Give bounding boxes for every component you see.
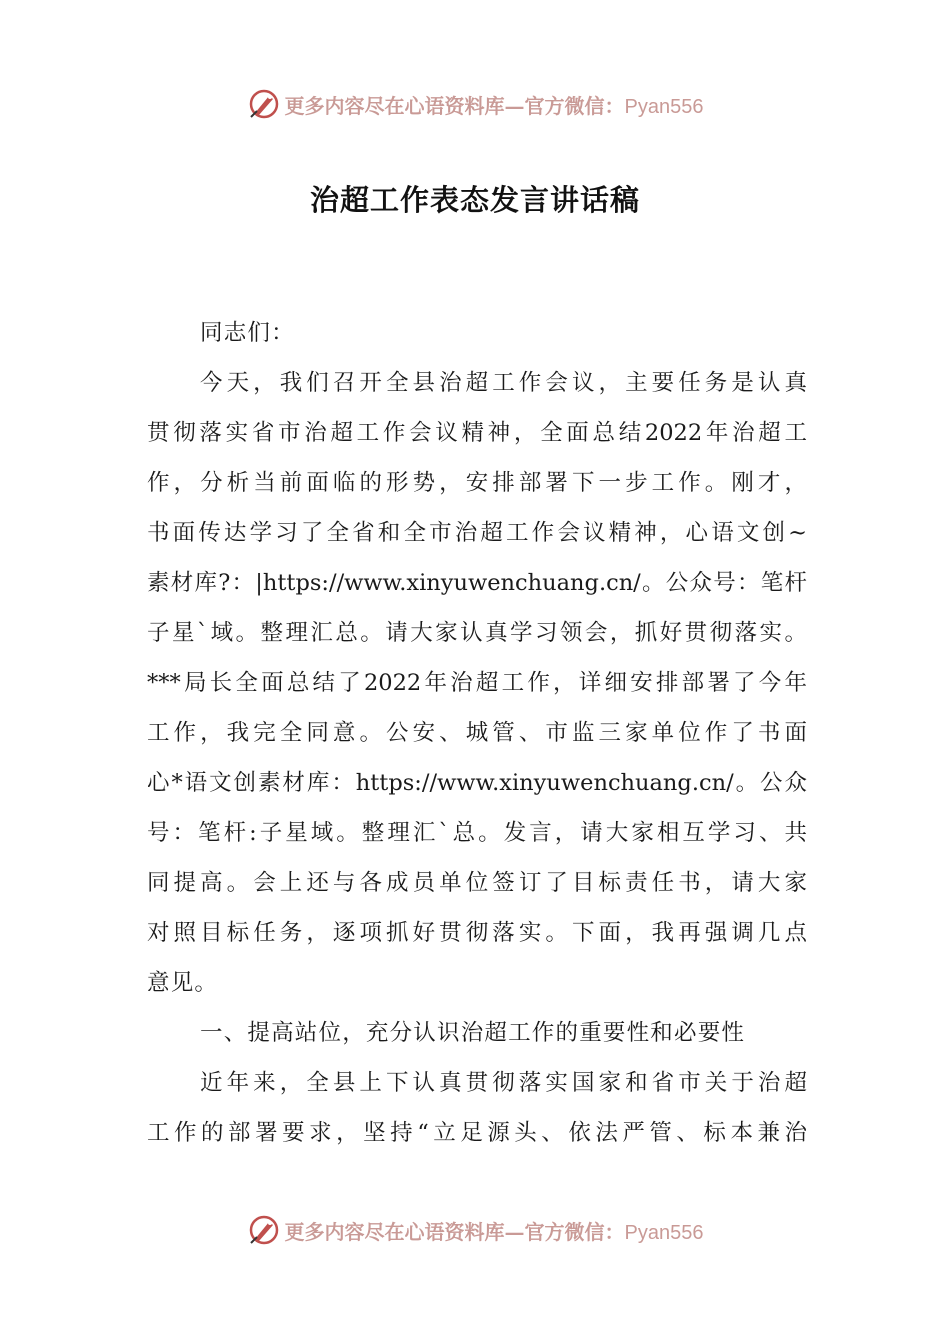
watermark-text: 更多内容尽在心语资料库—官方微信：Pyan556 bbox=[284, 1219, 704, 1244]
paragraph-line: 工作，我完全同意。公安、城管、市监三家单位作了书面 bbox=[147, 720, 807, 746]
paragraph-line: 心*语文创素材库：https://www.xinyuwenchuang.cn/。公众 bbox=[147, 770, 807, 796]
paragraph-line: 素材库?：|https://www.xinyuwenchuang.cn/。公众号：笔杆 bbox=[147, 570, 807, 596]
paragraph-line: 工作的部署要求，坚持“立足源头、依法严管、标本兼治 bbox=[147, 1120, 807, 1146]
paragraph-line: ***局长全面总结了2022年治超工作，详细安排部署了今年 bbox=[147, 670, 807, 696]
paragraph-line: 子星`域。整理汇总。请大家认真学习领会，抓好贯彻落实。 bbox=[147, 620, 807, 646]
paragraph-line: 号：笔杆:子星域。整理汇`总。发言，请大家相互学习、共 bbox=[147, 820, 807, 846]
paragraph-line: 同志们： bbox=[200, 320, 295, 346]
footer-watermark bbox=[0, 1210, 950, 1250]
watermark-id: Pyan556 bbox=[624, 1221, 704, 1244]
watermark-id: Pyan556 bbox=[624, 95, 704, 118]
watermark-text: 更多内容尽在心语资料库—官方微信：Pyan556 bbox=[284, 93, 704, 118]
pen-nib-circle-icon bbox=[247, 1213, 281, 1247]
document-body bbox=[147, 308, 807, 1158]
paragraph-line: 书面传达学习了全省和全市治超工作会议精神，心语文创~ bbox=[147, 520, 807, 546]
paragraph-line: 今天，我们召开全县治超工作会议，主要任务是认真 bbox=[200, 370, 807, 396]
paragraph-line: 作，分析当前面临的形势，安排部署下一步工作。刚才， bbox=[147, 470, 807, 496]
paragraph-line: 贯彻落实省市治超工作会议精神，全面总结2022年治超工 bbox=[147, 420, 807, 446]
section-heading: 一、提高站位，充分认识治超工作的重要性和必要性 bbox=[200, 1020, 746, 1046]
document-title: 治超工作表态发言讲话稿 bbox=[309, 183, 640, 217]
paragraph-line: 意见。 bbox=[147, 970, 219, 996]
header-watermark bbox=[0, 84, 950, 124]
paragraph-line: 近年来，全县上下认真贯彻落实国家和省市关于治超 bbox=[200, 1070, 807, 1096]
paragraph-line: 同提高。会上还与各成员单位签订了目标责任书，请大家 bbox=[147, 870, 807, 896]
pen-nib-circle-icon bbox=[247, 87, 281, 121]
paragraph-line: 对照目标任务，逐项抓好贯彻落实。下面，我再强调几点 bbox=[147, 920, 807, 946]
